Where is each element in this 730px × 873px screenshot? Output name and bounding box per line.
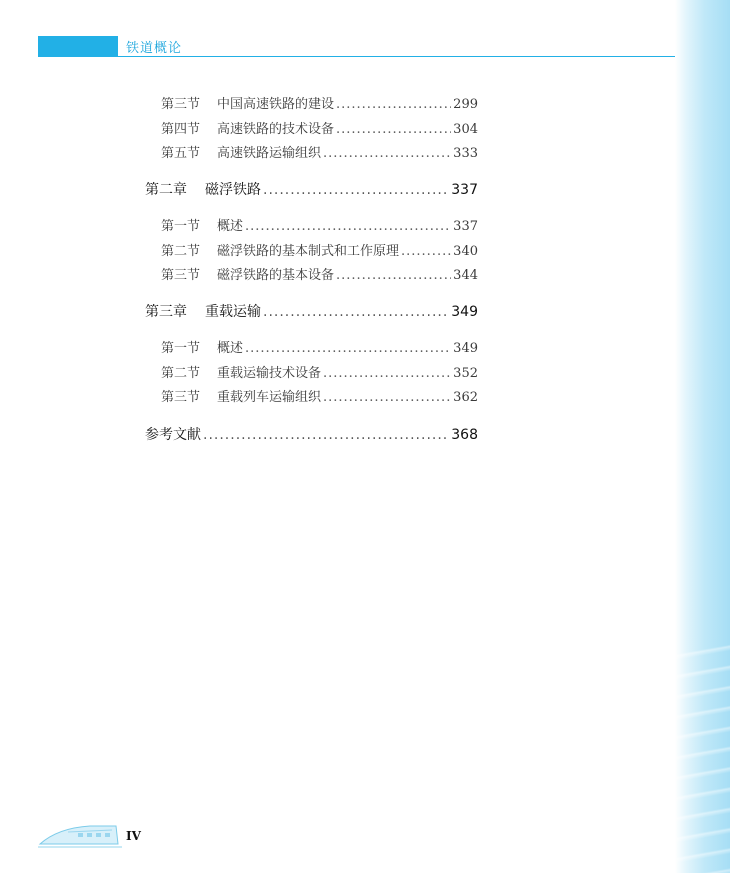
toc-leader-dots — [323, 146, 451, 161]
toc-chapter[interactable] — [145, 301, 478, 321]
toc-entry[interactable] — [161, 93, 478, 112]
toc-entry-page: 299 — [453, 97, 478, 112]
toc-entry-page: 333 — [453, 146, 478, 161]
toc-leader-dots — [245, 341, 451, 356]
toc-entry-number: 第一节 — [161, 219, 201, 234]
toc-leader-dots — [263, 304, 449, 320]
toc-entry-title: 概述 — [217, 219, 244, 234]
toc-leader-dots — [336, 268, 451, 283]
toc-entry[interactable] — [161, 264, 478, 283]
toc-entry-number: 第二节 — [161, 366, 201, 381]
toc-chapter-title: 参考文献 — [145, 427, 201, 443]
toc-entry-number: 第二节 — [161, 244, 201, 259]
toc-entry-page: 349 — [453, 341, 478, 356]
toc-chapter-page: 349 — [451, 304, 478, 320]
toc-leader-dots — [323, 366, 451, 381]
toc-chapter-page: 337 — [451, 182, 478, 198]
toc-chapter-page: 368 — [451, 427, 478, 443]
toc-references[interactable] — [145, 424, 478, 444]
toc-entry[interactable] — [161, 337, 478, 356]
side-decor-band — [675, 0, 730, 873]
toc-entry-title: 概述 — [217, 341, 244, 356]
toc-chapter-number: 第三章 — [145, 304, 187, 320]
toc-entry[interactable] — [161, 142, 478, 161]
toc-entry-title: 重载运输技术设备 — [217, 366, 322, 381]
toc-entry-number: 第四节 — [161, 122, 201, 137]
toc-chapter-number: 第二章 — [145, 182, 187, 198]
toc-leader-dots — [323, 390, 451, 405]
toc-entry[interactable] — [161, 362, 478, 381]
toc-entry[interactable] — [161, 215, 478, 234]
toc-chapter[interactable] — [145, 179, 478, 199]
toc-chapter-title: 磁浮铁路 — [205, 182, 261, 198]
toc-entry-page: 362 — [453, 390, 478, 405]
toc-entry-number: 第三节 — [161, 97, 201, 112]
toc-entry-number: 第五节 — [161, 146, 201, 161]
header-accent-bar — [38, 36, 118, 56]
toc-entry-page: 304 — [453, 122, 478, 137]
toc-entry-title: 中国高速铁路的建设 — [217, 97, 335, 112]
page-number: IV — [126, 829, 141, 843]
toc-entry-number: 第三节 — [161, 268, 201, 283]
toc-leader-dots — [203, 427, 449, 443]
toc-entry-title: 高速铁路的技术设备 — [217, 122, 335, 137]
header-rule — [38, 56, 675, 57]
toc-leader-dots — [336, 122, 451, 137]
toc-entry-page: 340 — [453, 244, 478, 259]
toc-leader-dots — [263, 182, 449, 198]
toc-chapter-title: 重载运输 — [205, 304, 261, 320]
book-title: 铁道概论 — [126, 41, 183, 56]
toc-entry-title: 磁浮铁路的基本设备 — [217, 268, 335, 283]
toc-entry-number: 第一节 — [161, 341, 201, 356]
toc-entry-page: 352 — [453, 366, 478, 381]
toc-leader-dots — [336, 97, 451, 112]
toc-entry-number: 第三节 — [161, 390, 201, 405]
toc-entry-title: 磁浮铁路的基本制式和工作原理 — [217, 244, 400, 259]
toc-entry[interactable] — [161, 118, 478, 137]
high-speed-train-icon — [38, 818, 122, 850]
toc-entry[interactable] — [161, 386, 478, 405]
toc-leader-dots — [245, 219, 451, 234]
toc-entry-title: 高速铁路运输组织 — [217, 146, 322, 161]
toc-entry-title: 重载列车运输组织 — [217, 390, 322, 405]
toc-entry-page: 344 — [453, 268, 478, 283]
toc-leader-dots — [401, 244, 451, 259]
toc-entry-page: 337 — [453, 219, 478, 234]
toc-entry[interactable] — [161, 240, 478, 259]
